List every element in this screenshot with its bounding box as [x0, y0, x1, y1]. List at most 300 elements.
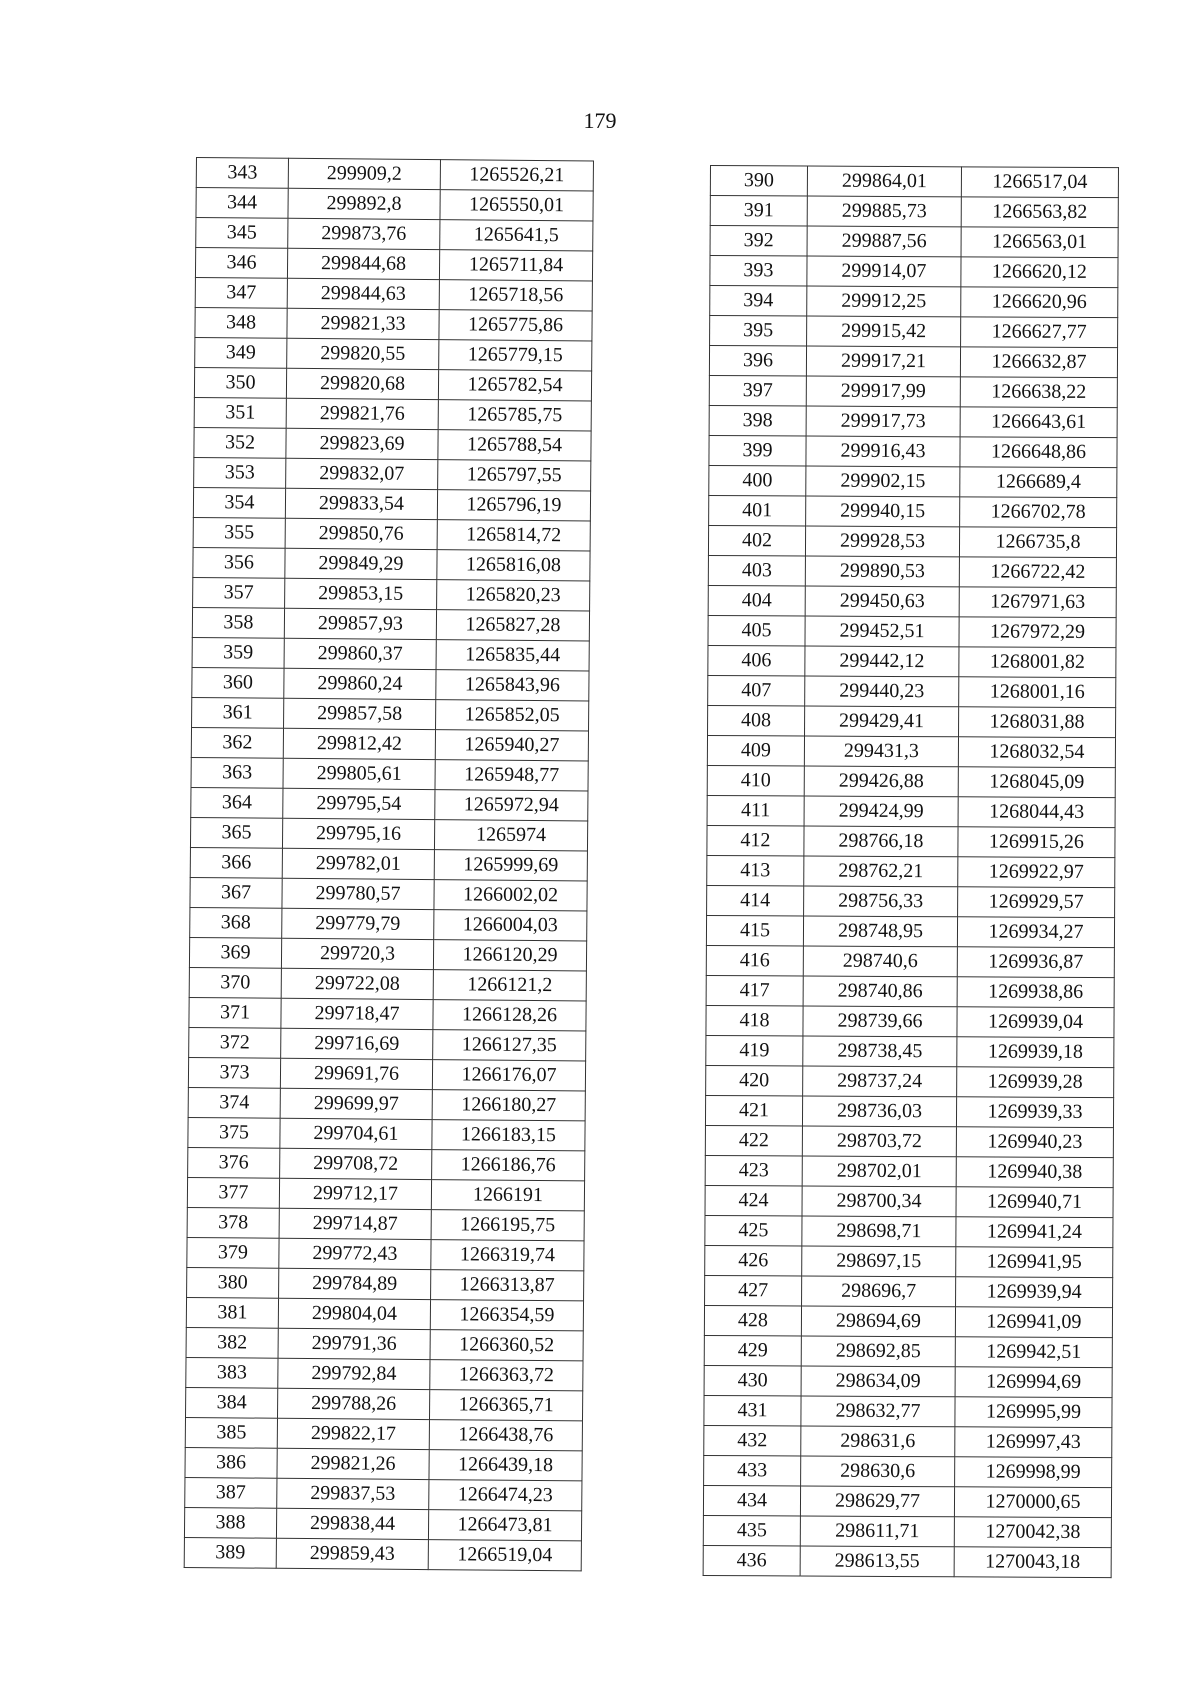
x-coordinate-cell: 299788,26 — [277, 1388, 429, 1419]
table-row — [192, 637, 589, 670]
point-number-cell: 421 — [705, 1095, 802, 1126]
y-coordinate-cell: 1268001,82 — [959, 647, 1116, 678]
table-row — [184, 1507, 581, 1540]
y-coordinate-cell: 1269939,33 — [956, 1097, 1113, 1128]
table-row — [191, 727, 588, 760]
y-coordinate-cell: 1266180,27 — [432, 1090, 585, 1121]
point-number-cell: 352 — [194, 427, 286, 458]
table-row — [705, 1125, 1113, 1157]
y-coordinate-cell: 1270043,18 — [954, 1547, 1111, 1578]
point-number-cell: 379 — [187, 1237, 279, 1268]
point-number-cell: 407 — [708, 675, 805, 706]
y-coordinate-cell: 1265999,69 — [434, 850, 587, 881]
point-number-cell: 387 — [185, 1477, 277, 1508]
table-row — [703, 1545, 1111, 1577]
table-row — [190, 907, 587, 940]
x-coordinate-cell: 299821,26 — [277, 1448, 429, 1479]
y-coordinate-cell: 1266127,35 — [433, 1030, 586, 1061]
point-number-cell: 380 — [187, 1267, 279, 1298]
point-number-cell: 410 — [707, 765, 804, 796]
x-coordinate-cell: 299838,44 — [276, 1508, 428, 1539]
x-coordinate-cell: 299912,25 — [807, 286, 961, 317]
point-number-cell: 371 — [189, 997, 281, 1028]
coordinates-table-right — [703, 165, 1119, 1578]
x-coordinate-cell: 299914,07 — [807, 256, 961, 287]
y-coordinate-cell: 1266128,26 — [433, 1000, 586, 1031]
point-number-cell: 406 — [708, 645, 805, 676]
point-number-cell: 344 — [196, 188, 288, 219]
point-number-cell: 429 — [704, 1335, 801, 1366]
y-coordinate-cell: 1266689,4 — [960, 467, 1117, 498]
table-row — [710, 226, 1118, 258]
y-coordinate-cell: 1266365,71 — [429, 1390, 582, 1421]
x-coordinate-cell: 299885,73 — [807, 196, 961, 227]
x-coordinate-cell: 299837,53 — [277, 1478, 429, 1509]
point-number-cell: 346 — [195, 248, 287, 279]
y-coordinate-cell: 1266473,81 — [428, 1510, 581, 1541]
point-number-cell: 365 — [190, 817, 282, 848]
x-coordinate-cell: 298694,69 — [801, 1306, 955, 1337]
table-row — [195, 277, 592, 310]
y-coordinate-cell: 1266648,86 — [960, 437, 1117, 468]
y-coordinate-cell: 1267972,29 — [959, 617, 1116, 648]
point-number-cell: 411 — [707, 795, 804, 826]
x-coordinate-cell: 298766,18 — [804, 826, 958, 857]
y-coordinate-cell: 1266722,42 — [959, 557, 1116, 588]
point-number-cell: 368 — [190, 907, 282, 938]
x-coordinate-cell: 299450,63 — [805, 586, 959, 617]
y-coordinate-cell: 1265641,5 — [440, 220, 593, 251]
point-number-cell: 347 — [195, 277, 287, 308]
table-row — [709, 495, 1117, 527]
point-number-cell: 361 — [192, 697, 284, 728]
table-row — [192, 607, 589, 640]
table-row — [707, 735, 1115, 767]
table-row — [708, 675, 1116, 707]
point-number-cell: 369 — [189, 937, 281, 968]
x-coordinate-cell: 298634,09 — [801, 1366, 955, 1397]
y-coordinate-cell: 1266363,72 — [430, 1360, 583, 1391]
y-coordinate-cell: 1265820,23 — [437, 580, 590, 611]
y-coordinate-cell: 1265974 — [434, 820, 587, 851]
x-coordinate-cell: 299716,69 — [281, 1028, 433, 1059]
table-row — [193, 577, 590, 610]
y-coordinate-cell: 1269939,94 — [956, 1277, 1113, 1308]
table-row — [196, 218, 593, 251]
table-row — [708, 525, 1116, 557]
point-number-cell: 424 — [705, 1185, 802, 1216]
table-row — [194, 397, 591, 430]
x-coordinate-cell: 299805,61 — [283, 758, 435, 789]
point-number-cell: 382 — [186, 1327, 278, 1358]
x-coordinate-cell: 299691,76 — [280, 1058, 432, 1089]
table-row — [704, 1335, 1112, 1367]
table-row — [705, 1245, 1113, 1277]
point-number-cell: 436 — [703, 1545, 800, 1576]
page-number: 179 — [583, 108, 617, 133]
table-row — [189, 937, 586, 970]
point-number-cell: 355 — [193, 517, 285, 548]
x-coordinate-cell: 299722,08 — [281, 968, 433, 999]
table-row — [188, 1117, 585, 1150]
x-coordinate-cell: 299850,76 — [285, 518, 437, 549]
table-row — [710, 166, 1118, 198]
point-number-cell: 398 — [709, 405, 806, 436]
x-coordinate-cell: 298698,71 — [802, 1216, 956, 1247]
x-coordinate-cell: 299820,55 — [287, 338, 439, 369]
y-coordinate-cell: 1265972,94 — [435, 790, 588, 821]
y-coordinate-cell: 1266563,01 — [961, 227, 1118, 258]
table-row — [704, 1425, 1112, 1457]
table-row — [705, 1095, 1113, 1127]
table-row — [196, 158, 593, 191]
y-coordinate-cell: 1266354,59 — [430, 1300, 583, 1331]
y-coordinate-cell: 1269922,97 — [958, 857, 1115, 888]
y-coordinate-cell: 1269941,95 — [956, 1247, 1113, 1278]
y-coordinate-cell: 1266191 — [431, 1180, 584, 1211]
point-number-cell: 378 — [187, 1207, 279, 1238]
point-number-cell: 393 — [710, 256, 807, 287]
point-number-cell: 350 — [194, 367, 286, 398]
y-coordinate-cell: 1266632,87 — [960, 347, 1117, 378]
table-row — [194, 367, 591, 400]
table-row — [707, 765, 1115, 797]
point-number-cell: 397 — [709, 375, 806, 406]
y-coordinate-cell: 1270000,65 — [954, 1487, 1111, 1518]
table-row — [706, 1005, 1114, 1037]
y-coordinate-cell: 1266735,8 — [959, 527, 1116, 558]
table-row — [703, 1485, 1111, 1517]
point-number-cell: 419 — [706, 1035, 803, 1066]
y-coordinate-cell: 1266313,87 — [431, 1270, 584, 1301]
table-row — [703, 1515, 1111, 1547]
table-row — [192, 667, 589, 700]
point-number-cell: 349 — [195, 337, 287, 368]
y-coordinate-cell: 1266519,04 — [428, 1540, 581, 1571]
y-coordinate-cell: 1266620,96 — [961, 287, 1118, 318]
x-coordinate-cell: 298632,77 — [801, 1396, 955, 1427]
table-row — [189, 997, 586, 1030]
table-row — [194, 457, 591, 490]
table-row — [704, 1365, 1112, 1397]
y-coordinate-cell: 1269939,04 — [957, 1007, 1114, 1038]
point-number-cell: 422 — [705, 1125, 802, 1156]
y-coordinate-cell: 1266195,75 — [431, 1210, 584, 1241]
y-coordinate-cell: 1266186,76 — [432, 1150, 585, 1181]
x-coordinate-cell: 299832,07 — [286, 458, 438, 489]
x-coordinate-cell: 299917,21 — [806, 346, 960, 377]
x-coordinate-cell: 299909,2 — [288, 158, 440, 189]
table-row — [196, 188, 593, 221]
x-coordinate-cell: 299823,69 — [286, 428, 438, 459]
x-coordinate-cell: 299892,8 — [288, 188, 440, 219]
point-number-cell: 400 — [709, 465, 806, 496]
x-coordinate-cell: 299821,76 — [286, 398, 438, 429]
y-coordinate-cell: 1265816,08 — [437, 550, 590, 581]
y-coordinate-cell: 1265788,54 — [438, 430, 591, 461]
y-coordinate-cell: 1269941,24 — [956, 1217, 1113, 1248]
table-row — [191, 787, 588, 820]
point-number-cell: 358 — [192, 607, 284, 638]
point-number-cell: 427 — [705, 1275, 802, 1306]
point-number-cell: 432 — [704, 1425, 801, 1456]
point-number-cell: 404 — [708, 585, 805, 616]
y-coordinate-cell: 1266438,76 — [429, 1420, 582, 1451]
y-coordinate-cell: 1265835,44 — [436, 640, 589, 671]
y-coordinate-cell: 1267971,63 — [959, 587, 1116, 618]
x-coordinate-cell: 299699,97 — [280, 1088, 432, 1119]
point-number-cell: 385 — [185, 1417, 277, 1448]
table-row — [706, 1035, 1114, 1067]
x-coordinate-cell: 299844,68 — [287, 248, 439, 279]
y-coordinate-cell: 1266439,18 — [429, 1450, 582, 1481]
y-coordinate-cell: 1266643,61 — [960, 407, 1117, 438]
table-row — [707, 855, 1115, 887]
point-number-cell: 362 — [191, 727, 283, 758]
table-row — [710, 196, 1118, 228]
x-coordinate-cell: 299887,56 — [807, 226, 961, 257]
table-row — [191, 757, 588, 790]
point-number-cell: 356 — [193, 547, 285, 578]
y-coordinate-cell: 1266120,29 — [433, 940, 586, 971]
table-row — [186, 1357, 583, 1390]
x-coordinate-cell: 299890,53 — [805, 556, 959, 587]
point-number-cell: 423 — [705, 1155, 802, 1186]
x-coordinate-cell: 298737,24 — [803, 1066, 957, 1097]
y-coordinate-cell: 1265782,54 — [438, 370, 591, 401]
x-coordinate-cell: 299853,15 — [285, 578, 437, 609]
table-row — [710, 286, 1118, 318]
table-row — [708, 615, 1116, 647]
point-number-cell: 374 — [188, 1087, 280, 1118]
table-row — [708, 705, 1116, 737]
table-row — [187, 1237, 584, 1270]
table-row — [706, 915, 1114, 947]
y-coordinate-cell: 1265711,84 — [439, 250, 592, 281]
point-number-cell: 384 — [186, 1387, 278, 1418]
point-number-cell: 360 — [192, 667, 284, 698]
point-number-cell: 402 — [708, 525, 805, 556]
y-coordinate-cell: 1266183,15 — [432, 1120, 585, 1151]
x-coordinate-cell: 299718,47 — [281, 998, 433, 1029]
table-row — [705, 1215, 1113, 1247]
point-number-cell: 403 — [708, 555, 805, 586]
y-coordinate-cell: 1269994,69 — [955, 1367, 1112, 1398]
table-row — [189, 1027, 586, 1060]
point-number-cell: 345 — [196, 218, 288, 249]
point-number-cell: 414 — [707, 885, 804, 916]
point-number-cell: 367 — [190, 877, 282, 908]
x-coordinate-cell: 299873,76 — [288, 218, 440, 249]
y-coordinate-cell: 1265852,05 — [436, 700, 589, 731]
x-coordinate-cell: 298613,55 — [800, 1546, 954, 1577]
table-row — [195, 337, 592, 370]
x-coordinate-cell: 299772,43 — [279, 1238, 431, 1269]
table-row — [185, 1477, 582, 1510]
x-coordinate-cell: 299860,24 — [284, 668, 436, 699]
y-coordinate-cell: 1266702,78 — [960, 497, 1117, 528]
point-number-cell: 364 — [191, 787, 283, 818]
table-row — [708, 645, 1116, 677]
table-row — [190, 877, 587, 910]
x-coordinate-cell: 299426,88 — [804, 766, 958, 797]
x-coordinate-cell: 298740,6 — [803, 946, 957, 977]
point-number-cell: 376 — [188, 1147, 280, 1178]
table-row — [707, 795, 1115, 827]
y-coordinate-cell: 1269915,26 — [958, 827, 1115, 858]
x-coordinate-cell: 298697,15 — [802, 1246, 956, 1277]
x-coordinate-cell: 299440,23 — [805, 676, 959, 707]
x-coordinate-cell: 298748,95 — [803, 916, 957, 947]
table-row — [188, 1087, 585, 1120]
x-coordinate-cell: 299452,51 — [805, 616, 959, 647]
table-row — [709, 346, 1117, 378]
x-coordinate-cell: 298700,34 — [802, 1186, 956, 1217]
x-coordinate-cell: 299780,57 — [282, 878, 434, 909]
y-coordinate-cell: 1269940,23 — [956, 1127, 1113, 1158]
x-coordinate-cell: 299820,68 — [286, 368, 438, 399]
y-coordinate-cell: 1270042,38 — [954, 1517, 1111, 1548]
y-coordinate-cell: 1265948,77 — [435, 760, 588, 791]
table-row — [709, 405, 1117, 437]
y-coordinate-cell: 1268001,16 — [959, 677, 1116, 708]
x-coordinate-cell: 299442,12 — [805, 646, 959, 677]
x-coordinate-cell: 299917,73 — [806, 406, 960, 437]
point-number-cell: 348 — [195, 307, 287, 338]
y-coordinate-cell: 1265526,21 — [440, 160, 593, 191]
x-coordinate-cell: 299812,42 — [283, 728, 435, 759]
point-number-cell: 399 — [709, 435, 806, 466]
y-coordinate-cell: 1269936,87 — [957, 947, 1114, 978]
point-number-cell: 415 — [706, 915, 803, 946]
y-coordinate-cell: 1266627,77 — [961, 317, 1118, 348]
point-number-cell: 401 — [709, 495, 806, 526]
x-coordinate-cell: 298703,72 — [802, 1126, 956, 1157]
x-coordinate-cell: 298611,71 — [800, 1516, 954, 1547]
x-coordinate-cell: 298630,6 — [801, 1456, 955, 1487]
point-number-cell: 343 — [196, 158, 288, 189]
table-row — [707, 825, 1115, 857]
point-number-cell: 353 — [194, 457, 286, 488]
point-number-cell: 390 — [710, 166, 807, 197]
table-row — [195, 307, 592, 340]
y-coordinate-cell: 1265814,72 — [437, 520, 590, 551]
table-row — [706, 975, 1114, 1007]
point-number-cell: 381 — [186, 1297, 278, 1328]
y-coordinate-cell: 1265796,19 — [437, 490, 590, 521]
y-coordinate-cell: 1269942,51 — [955, 1337, 1112, 1368]
table-row — [705, 1275, 1113, 1307]
table-row — [194, 427, 591, 460]
y-coordinate-cell: 1266517,04 — [961, 167, 1118, 198]
point-number-cell: 377 — [187, 1177, 279, 1208]
y-coordinate-cell: 1269938,86 — [957, 977, 1114, 1008]
x-coordinate-cell: 298738,45 — [803, 1036, 957, 1067]
coordinates-table-left — [184, 157, 594, 1571]
table-row — [187, 1177, 584, 1210]
x-coordinate-cell: 299857,93 — [284, 608, 436, 639]
x-coordinate-cell: 299804,04 — [278, 1298, 430, 1329]
table-row — [704, 1395, 1112, 1427]
point-number-cell: 354 — [193, 487, 285, 518]
x-coordinate-cell: 299917,99 — [806, 376, 960, 407]
x-coordinate-cell: 299916,43 — [806, 436, 960, 467]
table-row — [709, 465, 1117, 497]
table-row — [709, 435, 1117, 467]
point-number-cell: 366 — [190, 847, 282, 878]
point-number-cell: 359 — [192, 637, 284, 668]
point-number-cell: 392 — [710, 226, 807, 257]
y-coordinate-cell: 1265827,28 — [436, 610, 589, 641]
table-row — [710, 256, 1118, 288]
x-coordinate-cell: 299708,72 — [280, 1148, 432, 1179]
table-row — [708, 555, 1116, 587]
point-number-cell: 357 — [193, 577, 285, 608]
x-coordinate-cell: 299714,87 — [279, 1208, 431, 1239]
x-coordinate-cell: 298692,85 — [801, 1336, 955, 1367]
point-number-cell: 396 — [709, 346, 806, 377]
x-coordinate-cell: 299791,36 — [278, 1328, 430, 1359]
x-coordinate-cell: 299928,53 — [805, 526, 959, 557]
point-number-cell: 391 — [710, 196, 807, 227]
table-row — [704, 1455, 1112, 1487]
y-coordinate-cell: 1269940,38 — [956, 1157, 1113, 1188]
x-coordinate-cell: 298702,01 — [802, 1156, 956, 1187]
table-row — [185, 1417, 582, 1450]
y-coordinate-cell: 1266004,03 — [434, 910, 587, 941]
table-row — [187, 1207, 584, 1240]
table-row — [188, 1057, 585, 1090]
y-coordinate-cell: 1269998,99 — [955, 1457, 1112, 1488]
table-row — [186, 1297, 583, 1330]
y-coordinate-cell: 1265843,96 — [436, 670, 589, 701]
x-coordinate-cell: 299902,15 — [806, 466, 960, 497]
point-number-cell: 420 — [706, 1065, 803, 1096]
point-number-cell: 416 — [706, 945, 803, 976]
x-coordinate-cell: 299712,17 — [279, 1178, 431, 1209]
x-coordinate-cell: 298629,77 — [800, 1486, 954, 1517]
table-row — [187, 1267, 584, 1300]
x-coordinate-cell: 299857,58 — [284, 698, 436, 729]
y-coordinate-cell: 1266563,82 — [961, 197, 1118, 228]
point-number-cell: 405 — [708, 615, 805, 646]
x-coordinate-cell: 298696,7 — [802, 1276, 956, 1307]
y-coordinate-cell: 1265775,86 — [439, 310, 592, 341]
point-number-cell: 430 — [704, 1365, 801, 1396]
y-coordinate-cell: 1266638,22 — [960, 377, 1117, 408]
y-coordinate-cell: 1265785,75 — [438, 400, 591, 431]
y-coordinate-cell: 1266620,12 — [961, 257, 1118, 288]
table-row — [190, 847, 587, 880]
x-coordinate-cell: 299720,3 — [281, 938, 433, 969]
y-coordinate-cell: 1269939,28 — [957, 1067, 1114, 1098]
y-coordinate-cell: 1269941,09 — [955, 1307, 1112, 1338]
point-number-cell: 426 — [705, 1245, 802, 1276]
point-number-cell: 388 — [184, 1507, 276, 1538]
x-coordinate-cell: 298736,03 — [802, 1096, 956, 1127]
x-coordinate-cell: 299704,61 — [280, 1118, 432, 1149]
table-row — [706, 1065, 1114, 1097]
point-number-cell: 363 — [191, 757, 283, 788]
point-number-cell: 409 — [707, 735, 804, 766]
x-coordinate-cell: 299792,84 — [278, 1358, 430, 1389]
table-row — [188, 1147, 585, 1180]
point-number-cell: 431 — [704, 1395, 801, 1426]
x-coordinate-cell: 298762,21 — [804, 856, 958, 887]
y-coordinate-cell: 1266360,52 — [430, 1330, 583, 1361]
point-number-cell: 428 — [704, 1305, 801, 1336]
point-number-cell: 412 — [707, 825, 804, 856]
